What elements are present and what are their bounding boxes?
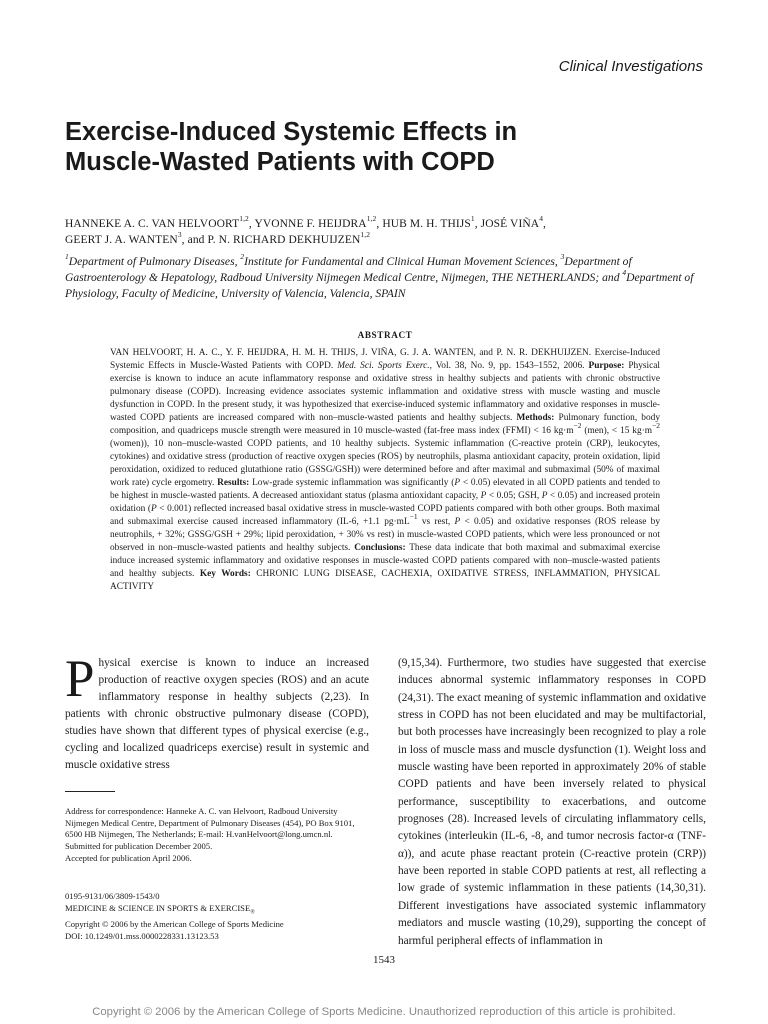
abstract-heading: ABSTRACT	[357, 330, 413, 340]
affiliation-mark: 4	[622, 268, 627, 278]
author-affiliation-mark: 1	[470, 214, 475, 224]
p-symbol: P	[454, 517, 461, 527]
affiliation-text: Department of Pulmonary Diseases,	[68, 255, 241, 268]
superscript: −2	[652, 420, 660, 430]
author-name: HUB M. H. THIJS	[382, 218, 471, 230]
article-title	[65, 117, 705, 177]
conclusions-text: These data indicate that both maximal and submaximal exercise induce increased systemic inflammatory and oxidative responses in muscle-wasted COPD patients compared with non–muscle-wasted patients and healthy subjects.	[110, 543, 660, 579]
copyright-footer: Copyright © 2006 by the American College of Sports Medicine. Unauthorized reproduction of this article is prohibited.	[92, 1006, 676, 1018]
footnote-divider	[65, 791, 115, 792]
affiliation-mark: 2	[240, 252, 245, 262]
author-name: JOSÉ VIÑA	[480, 218, 540, 230]
body-column-left	[65, 650, 369, 774]
keywords-text: CHRONIC LUNG DISEASE, CACHEXIA, OXIDATIVE STRESS, INFLAMMATION, PHYSICAL ACTIVITY	[110, 569, 660, 592]
affiliations	[65, 254, 705, 302]
registered-mark: ®	[250, 909, 255, 916]
results-text: vs rest,	[417, 517, 455, 527]
results-text: < 0.05) elevated in all COPD patients and tended to be highest in muscle-wasted patients. A decreased antioxidant status (plasma antioxidant capacity,	[110, 478, 660, 501]
doi: DOI: 10.1249/01.mss.0000228331.13123.53	[65, 930, 219, 941]
affiliation-text: Department of Physiology, Faculty of Medicine, University of Valencia, Valencia, SPAIN	[65, 271, 694, 300]
results-label: Results:	[217, 478, 250, 488]
journal-name-text: MEDICINE & SCIENCE IN SPORTS & EXERCISE	[65, 902, 251, 913]
title-line-2: Muscle-Wasted Patients with COPD	[65, 148, 495, 176]
results-text: < 0.001) reflected increased basal oxidative stress in muscle-wasted COPD patients compared with both other groups. Both maximal and submaximal exercise caused increased inflammatory (IL-6, +1.1 pg·mL	[110, 504, 660, 527]
correspondence-footnote	[65, 806, 369, 865]
journal-name	[65, 903, 369, 919]
results-text: < 0.05) and increased protein oxidation (	[110, 491, 660, 514]
body-text: (9,15,34). Furthermore, two studies have suggested that exercise induces abnormal systemic inflammatory responses in COPD (24,31). The exact meaning of systemic inflammation and oxidative stress in COPD has not been elucidated and may be multifactorial, but both processes have increasingly been recognized to play a role in loss of muscle mass and muscle dysfunction (1). Weight loss and muscle wasting have been reported in approximately 20% of stable COPD patients and have been inversely related to physical performance, susceptibility to exacerbations, and outcome prognoses (28). Increased levels of circulating inflammatory cells, cytokines (interleukin (IL-6, -8, and tumor necrosis factor-α (TNF-α)), and acute phase reactant protein (C-reactive protein (CRP)) have been reported in stable COPD patients at rest, all reflecting a low grade of systemic inflammation in these patients (14,30,31). Different investigations have associated systemic inflammatory mediators and muscle wasting (10,29), supporting the concept of harmful peripheral effects of inflammation in	[398, 657, 706, 947]
results-text: < 0.05; GSH,	[486, 491, 542, 501]
submitted-date: Submitted for publication December 2005.	[65, 841, 213, 852]
accepted-date: Accepted for publication April 2006.	[65, 852, 192, 863]
abstract-citation: VAN HELVOORT, H. A. C., Y. F. HEIJDRA, H. M. H. THIJS, J. VIÑA, G. J. A. WANTEN, and P. N. R. DEKHUIJZEN. Exercise-Induced Systemic Effects in Muscle-Wasted Patients with COPD.	[110, 348, 660, 371]
copyright-line: Copyright © 2006 by the American College of Sports Medicine	[65, 919, 284, 930]
title-line-1: Exercise-Induced Systemic Effects in	[65, 118, 518, 146]
author-conjunction: and	[187, 234, 205, 246]
author-affiliation-mark: 4	[539, 214, 544, 224]
drop-cap: P	[65, 650, 95, 708]
abstract-citation-end: , Vol. 38, No. 9, pp. 1543–1552, 2006.	[429, 361, 585, 371]
p-symbol: P	[151, 504, 157, 514]
author-name: YVONNE F. HEIJDRA	[254, 218, 367, 230]
purpose-text: Physical exercise is known to induce an acute inflammatory response and oxidative stress in healthy subjects and patients with chronic obstructive pulmonary disease (COPD). Increasing evidence associates systemic inflammation and oxidative stress with muscle wasting and muscle dysfunction in COPD. In the present study, it was hypothesized that exercise-induced systemic inflammatory and oxidative responses in muscle-wasted COPD patients are increased compared with non–muscle-wasted patients and healthy subjects.	[110, 361, 661, 423]
methods-text: (men), < 15 kg·m	[581, 426, 653, 436]
conclusions-label: Conclusions:	[354, 543, 406, 553]
body-text: hysical exercise is known to induce an increased production of reactive oxygen species (ROS) and an acute inflammatory response in healthy subjects (2,23). In patients with chronic obstructive pulmonary disease (COPD), studies have shown that different types of physical exercise (e.g., cycling and localized quadriceps exercise) result in systemic and muscle oxidative stress	[65, 657, 369, 771]
publication-info	[65, 891, 369, 943]
results-text: < 0.05) and oxidative responses (ROS release by neutrophils, + 32%; GSSG/GSH + 29%; lipid peroxidation, + 30% vs rest) in muscle-wasted COPD patients, which were less pronounced or not observed in non–muscle-wasted patients and healthy subjects.	[110, 517, 660, 553]
author-affiliation-mark: 3	[177, 230, 182, 240]
p-symbol: P	[541, 491, 548, 501]
purpose-label: Purpose:	[588, 361, 625, 371]
affiliation-mark: 3	[560, 252, 565, 262]
section-label: Clinical Investigations	[558, 58, 703, 75]
methods-label: Methods:	[516, 413, 555, 423]
author-affiliation-mark: 1,2	[366, 214, 377, 224]
p-symbol: P	[454, 478, 461, 488]
author-list: HANNEKE A. C. VAN HELVOORT$^{1,2}$, YVONNE F. HEIJDRA$^{1,2}$, HUB M. H. THIJS$^1$, JOSÉ VIÑA$^4$, GEERT J. A. WANTEN$^3$, and P. N. RICHARD DEKHUIJZEN$^{1,2}$	[65, 214, 547, 246]
keywords-label: Key Words:	[199, 569, 251, 579]
author-name: P. N. RICHARD DEKHUIJZEN	[207, 234, 361, 246]
superscript: −1	[409, 511, 418, 521]
page-number: 1543	[373, 954, 395, 966]
superscript: −2	[573, 420, 582, 430]
results-text: Low-grade systemic inflammation was significantly (	[249, 478, 455, 488]
author-affiliation-mark: 1,2	[360, 230, 371, 240]
affiliation-text: Department of Gastroenterology & Hepatology, Radboud University Nijmegen Medical Centre, Nijmegen, THE NETHERLANDS; and	[65, 255, 632, 284]
methods-text: (women)), 10 non–muscle-wasted COPD patients, and 10 healthy subjects. Systemic inflammation (C-reactive protein (CRP), leukocytes, cytokines) and oxidative stress (production of reactive oxygen species (ROS) by neutrophils, plasma antioxidant capacity, protein oxidation, lipid peroxidation, oxidized to reduced glutathione ratio (GSSG/GSH)) were determined before and after maximal and submaximal (50% of maximal work rate) cycle ergometry.	[110, 439, 660, 488]
author-affiliation-mark: 1,2	[239, 214, 249, 224]
issn: 0195-9131/06/3809-1543/0	[65, 891, 160, 901]
affiliation-text: Institute for Fundamental and Clinical Human Movement Sciences,	[244, 255, 561, 268]
body-column-right	[398, 655, 706, 950]
affiliation-mark: 1	[65, 252, 69, 262]
abstract-body	[110, 347, 660, 594]
author-name: GEERT J. A. WANTEN	[65, 234, 178, 246]
author-name: HANNEKE A. C. VAN HELVOORT	[65, 218, 240, 230]
correspondence-address: Address for correspondence: Hanneke A. C. van Helvoort, Radboud University Nijmegen Medical Centre, Department of Pulmonary Diseases (454), PO Box 9101, 6500 HB Nijmegen, The Netherlands; E-mail: H.vanHelvoort@long.umcn.nl.	[65, 806, 355, 840]
journal-abbrev: Med. Sci. Sports Exerc.	[337, 361, 430, 371]
methods-text: Pulmonary function, body composition, and quadriceps muscle strength were measured in 10 muscle-wasted (fat-free mass index (FFMI) < 16 kg·m	[110, 413, 660, 436]
p-symbol: P	[480, 491, 487, 501]
